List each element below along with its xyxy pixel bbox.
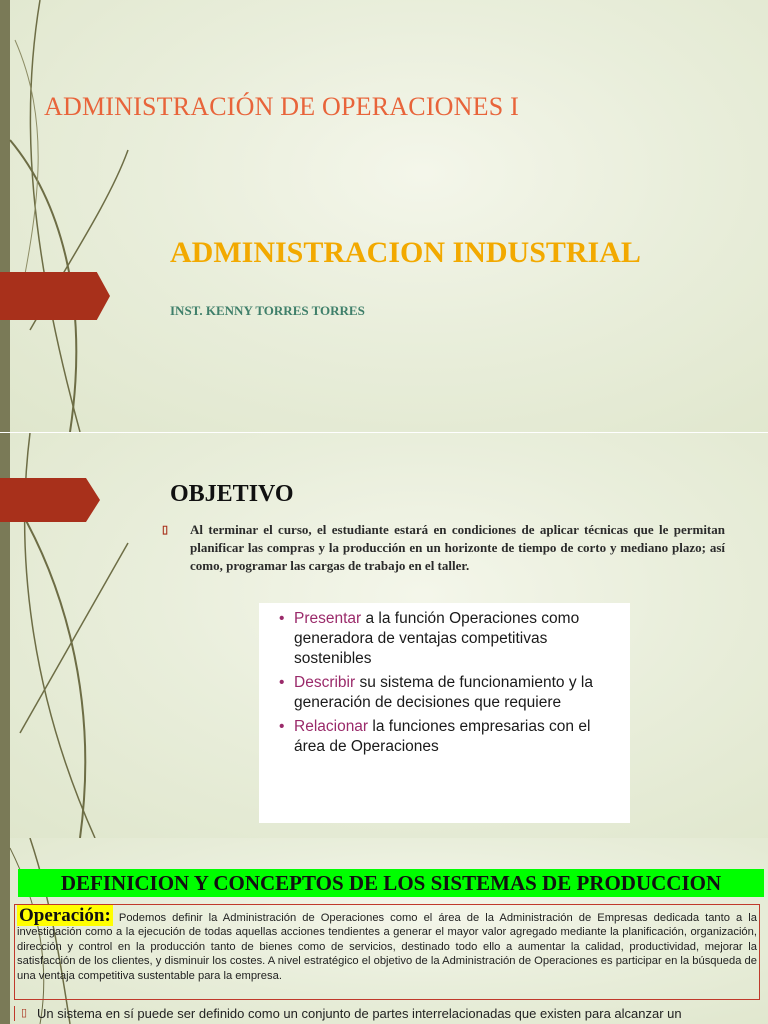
goal-list-item [279, 609, 616, 669]
wingdings-bullet-icon: ▯ [21, 1007, 28, 1019]
definition-text: Podemos definir la Administración de Operaciones como el área de la Administración de Empresas dedicada tanto a la investigación como a la ejecución de todas aquellas acciones tendientes a generar el mayor valor agregado mediante la planificación, organización, dirección y control en la producción tanto de bienes como de servicios, destinado todo ello a aumentar la calidad, productividad, mejorar la satisfacción de los clientes, y disminuir los costes. A nivel estratégico el objetivo de la Administración de Operaciones es participar en la búsqueda de una ventaja competitiva sustentable para la empresa. [17, 912, 757, 982]
wingdings-bullet-icon: ▯ [162, 524, 169, 536]
slide-definitions [0, 838, 768, 1024]
term-operacion: Operación: [19, 905, 111, 926]
objective-heading: OBJETIVO [170, 481, 294, 507]
goal-text: la funciones empresarias con el área de Operaciones [294, 718, 591, 755]
arrow-shape-icon [0, 272, 110, 320]
goal-list-item [279, 717, 616, 757]
goal-text: su sistema de funcionamiento y la generación de decisiones que requiere [294, 674, 593, 711]
goal-keyword: Describir [294, 674, 356, 691]
slide-title [0, 0, 768, 432]
main-title: ADMINISTRACIÓN DE OPERACIONES I [44, 92, 519, 121]
subtitle: ADMINISTRACION INDUSTRIAL [170, 236, 641, 269]
goals-box [259, 603, 630, 823]
system-paragraph [14, 1006, 760, 1021]
arrow-shape-icon [0, 478, 100, 522]
slide-objective [0, 433, 768, 838]
goal-list-item [279, 673, 616, 713]
definition-box [14, 904, 760, 1000]
section-title: DEFINICION Y CONCEPTOS DE LOS SISTEMAS DE PRODUCCION [18, 869, 764, 897]
goal-keyword: Relacionar [294, 718, 369, 735]
decorative-swirl-icon [0, 0, 130, 432]
goals-list [259, 603, 630, 757]
goal-text: a la función Operaciones como generadora de ventajas competitivas sostenibles [294, 610, 580, 667]
objective-text: Al terminar el curso, el estudiante estará en condiciones de aplicar técnicas que le permitan planificar las compras y la producción en un horizonte de tiempo de corto y mediano plazo; así como, programar las cargas de trabajo en el taller. [190, 522, 725, 573]
instructor-name: INST. KENNY TORRES TORRES [170, 303, 365, 318]
sidebar-strip [0, 838, 10, 1024]
sidebar-strip [0, 0, 10, 432]
goal-keyword: Presentar [294, 610, 362, 627]
system-text: Un sistema en sí puede ser definido como un conjunto de partes interrelacionadas que existen para alcanzar un [37, 1006, 682, 1021]
objective-paragraph [162, 521, 725, 575]
